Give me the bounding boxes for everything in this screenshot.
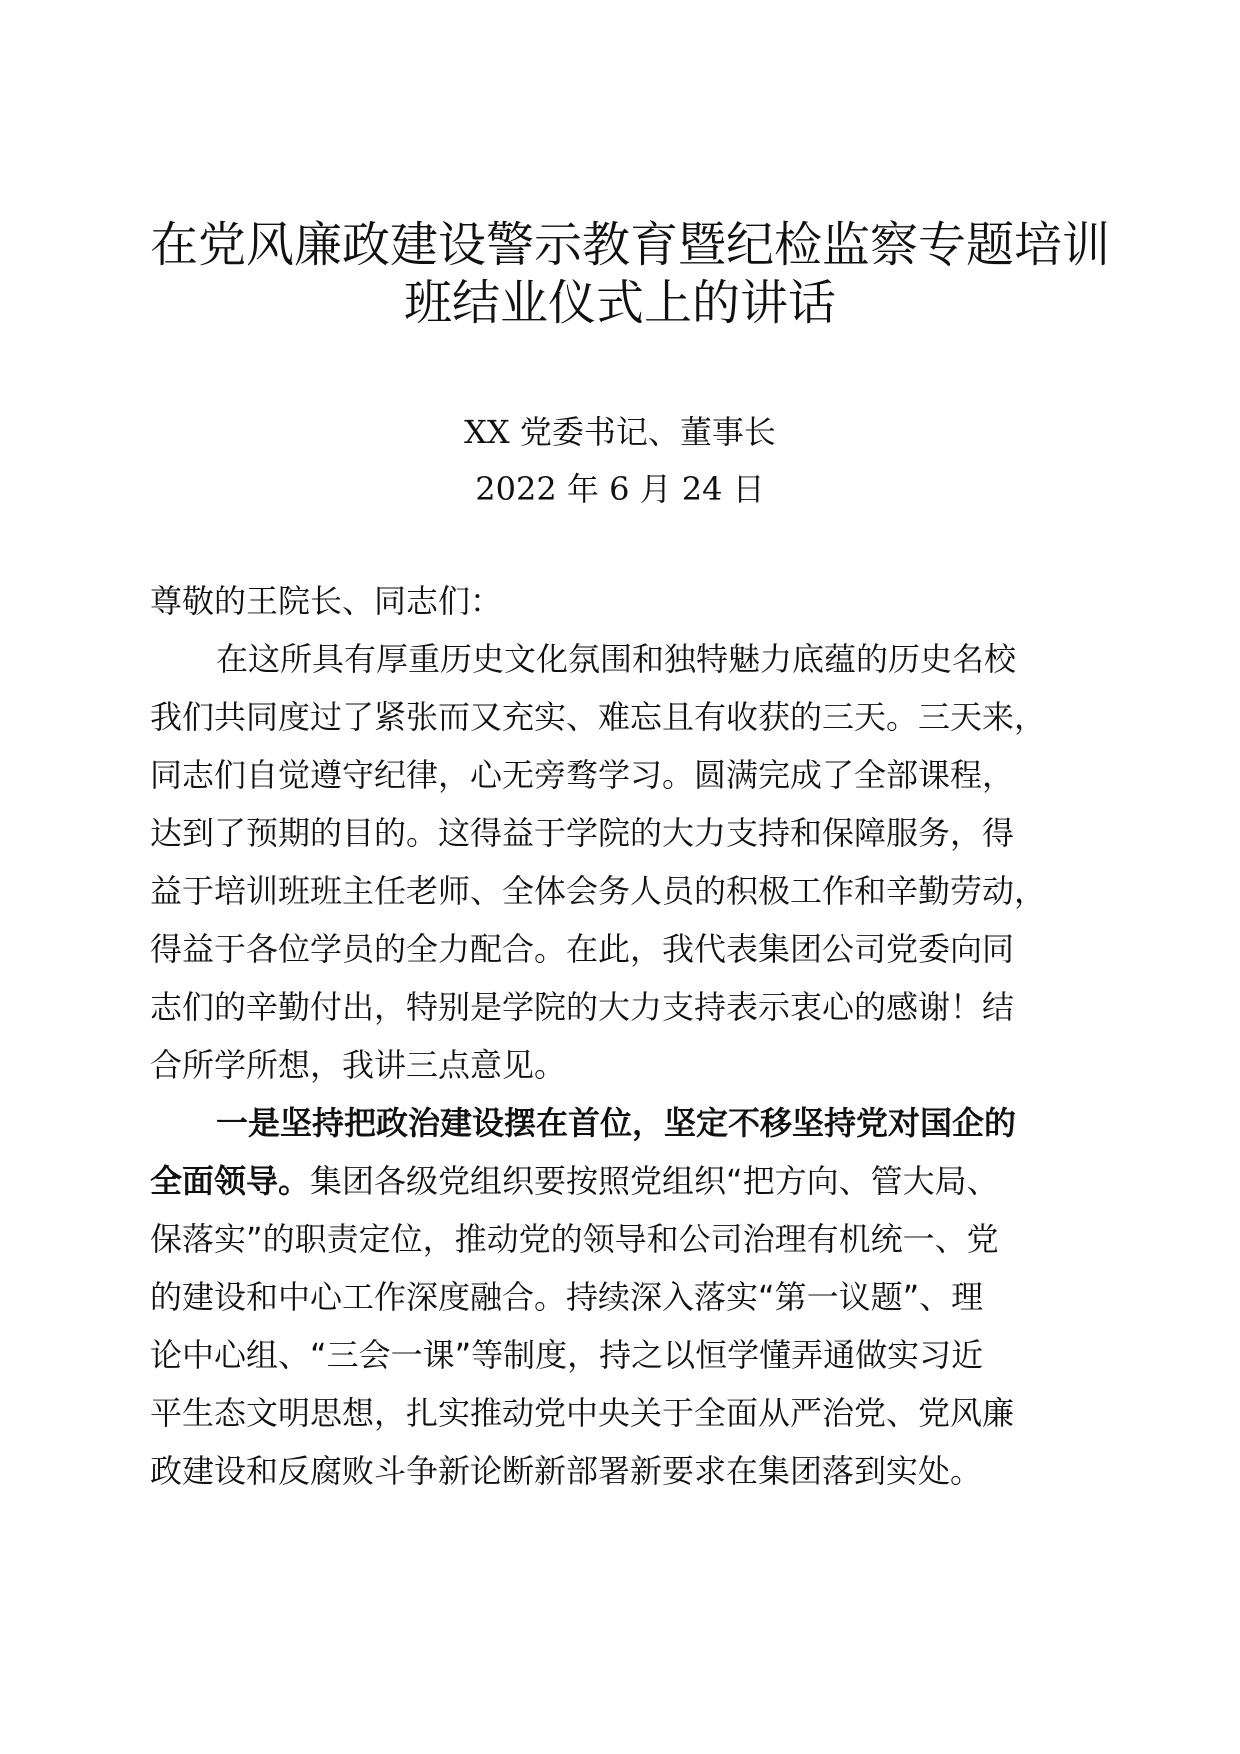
paragraph-2-lead: 一是坚持把政治建设摆在首位，坚定不移坚持党对国企的: [216, 1104, 1017, 1142]
paragraph-1-line: 同志们自觉遵守纪律，心无旁骛学习。圆满完成了全部课程，: [150, 756, 1015, 794]
salutation: [150, 572, 1106, 630]
date-line: 2022 年 6 月 24 日: [475, 470, 765, 508]
paragraph-1-line: 我们共同度过了紧张而又充实、难忘且有收获的三天。三天来，: [150, 698, 1047, 736]
paragraph-1-line: 志们的辛勤付出，特别是学院的大力支持表示衷心的感谢！结: [150, 988, 1015, 1026]
paragraph-2-line: 的建设和中心工作深度融合。持续深入落实“第一议题”、理: [150, 1278, 984, 1316]
paragraph-2-line: 政建设和反腐败斗争新论断新部署新要求在集团落到实处。: [150, 1452, 983, 1490]
salutation-text: 尊敬的王院长、同志们：: [150, 582, 503, 620]
paragraph-2-rest: 集团各级党组织要按照党组织“把方向、管大局、: [310, 1162, 999, 1200]
paragraph-1-line: 在这所具有厚重历史文化氛围和独特魅力底蕴的历史名校: [216, 640, 1017, 678]
paragraph-2-line-2: [150, 1152, 1106, 1210]
paragraph-2-line: 保落实”的职责定位，推动党的领导和公司治理有机统一、党: [150, 1220, 999, 1258]
paragraph-1-line: 达到了预期的目的。这得益于学院的大力支持和保障服务，得: [150, 814, 1015, 852]
document-body: [150, 572, 1106, 1500]
paragraph-2-line: 平生态文明思想，扎实推动党中央关于全面从严治党、党风廉: [150, 1394, 1015, 1432]
paragraph-2-line: 论中心组、“三会一课”等制度，持之以恒学懂弄通做实习近: [150, 1336, 984, 1374]
paragraph-1: [150, 630, 1106, 1094]
paragraph-2-lead-cont: 全面领导。: [150, 1162, 311, 1200]
paragraph-2: [150, 1094, 1106, 1500]
title-line-1: 在党风廉政建设警示教育暨纪检监察专题培训: [150, 217, 1111, 273]
paragraph-1-line: 得益于各位学员的全力配合。在此，我代表集团公司党委向同: [150, 930, 1015, 968]
document-title: [150, 216, 1111, 332]
title-line-2: 班结业仪式上的讲话: [403, 275, 836, 331]
author-line: XX 党委书记、董事长: [464, 413, 776, 451]
paragraph-1-line: 合所学所想，我讲三点意见。: [150, 1046, 567, 1084]
paragraph-1-line: 益于培训班班主任老师、全体会务人员的积极工作和辛勤劳动，: [150, 872, 1047, 910]
